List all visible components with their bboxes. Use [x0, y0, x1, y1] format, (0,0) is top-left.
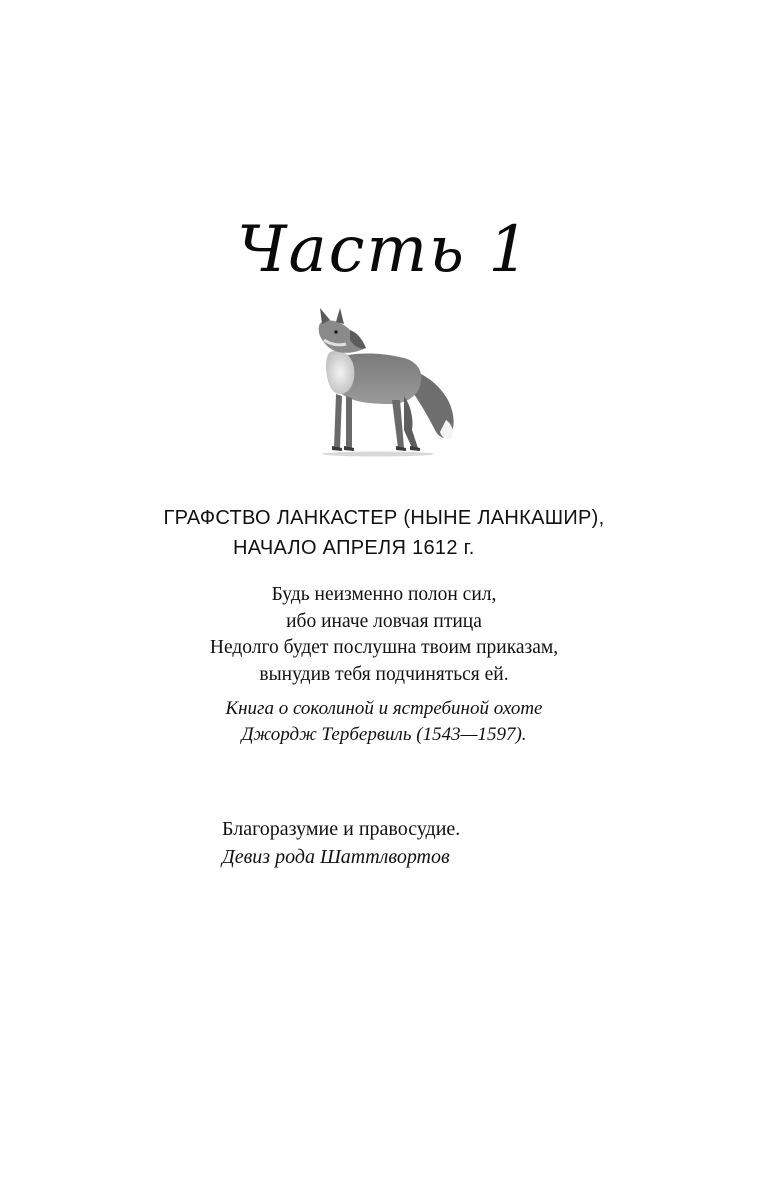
- epigraph-line: ибо иначе ловчая птица: [286, 610, 482, 632]
- epigraph-line: Будь неизменно полон сил,: [271, 584, 497, 605]
- part-title: Часть 1: [236, 213, 532, 287]
- family-motto: [222, 815, 460, 871]
- place-line-2: НАЧАЛО АПРЕЛЯ 1612 г.: [233, 537, 475, 559]
- motto-attribution: Девиз рода Шаттлвортов: [222, 846, 450, 868]
- fox-illustration: [300, 308, 470, 458]
- source-title: Книга о соколиной и ястребиной охоте: [225, 698, 543, 719]
- place-line-1: ГРАФСТВО ЛАНКАСТЕР (НЫНЕ ЛАНКАШИР),: [163, 507, 605, 529]
- source-author: Джордж Тербервиль (1543—1597).: [241, 724, 527, 745]
- epigraph-line: Недолго будет послушна твоим приказам,: [209, 637, 559, 658]
- epigraph-source: [0, 696, 768, 748]
- motto-text: Благоразумие и правосудие.: [222, 818, 461, 840]
- epigraph-line: вынудив тебя подчиняться ей.: [259, 663, 509, 685]
- epigraph-poem: [0, 582, 768, 688]
